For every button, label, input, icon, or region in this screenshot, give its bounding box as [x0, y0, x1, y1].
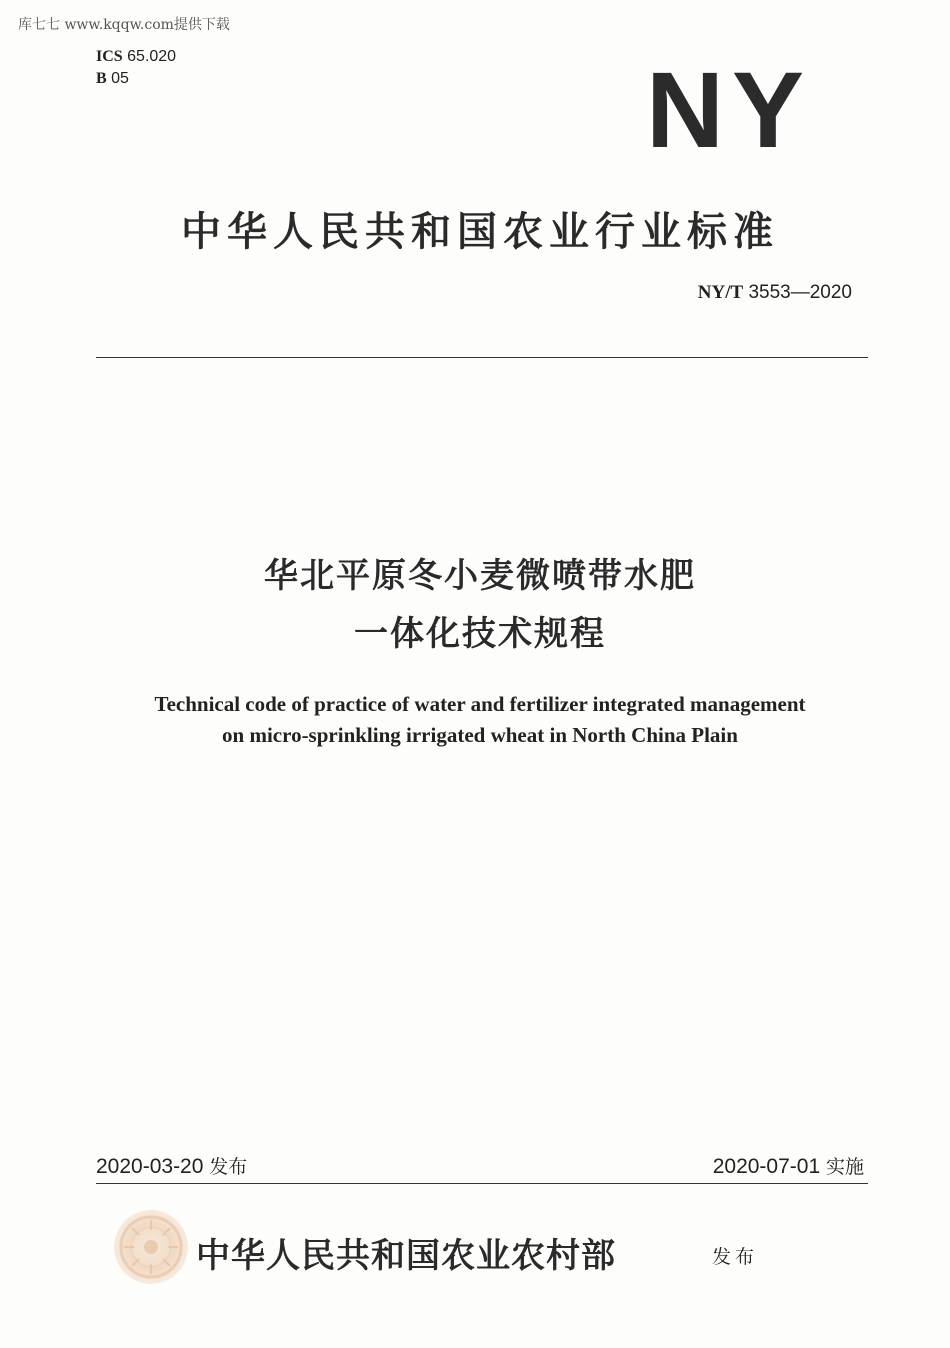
seal-emblem-icon: [114, 1210, 188, 1284]
chinese-title-line-2: 一体化技术规程: [354, 614, 606, 654]
issue-date: 2020-03-20: [96, 1155, 204, 1178]
issuing-ministry: 中华人民共和国农业农村部: [196, 1236, 616, 1276]
standard-category-title: 中华人民共和国农业行业标准: [181, 209, 779, 255]
ccs-code: [96, 70, 129, 88]
standard-number: [698, 282, 852, 304]
english-title-line-2: on micro-sprinkling irrigated wheat in North China Plain: [222, 723, 738, 747]
ccs-value: 05: [111, 70, 129, 87]
watermark-text: 库七七 www.kqqw.com提供下载: [18, 17, 230, 33]
ics-label: ICS: [96, 48, 123, 65]
chinese-title-line-1: 华北平原冬小麦微喷带水肥: [264, 556, 696, 596]
top-divider: [96, 357, 868, 358]
standard-number-value: 3553—2020: [748, 282, 852, 303]
implement-word: 实施: [825, 1156, 864, 1178]
ics-value: 65.020: [127, 48, 177, 65]
ny-logo: NY: [646, 49, 813, 170]
issue-date-block: [96, 1152, 247, 1179]
standard-code: NY/T: [697, 282, 744, 303]
ccs-label: B: [96, 70, 107, 87]
ministry-seal-icon: [114, 1210, 188, 1284]
bottom-divider: [96, 1183, 868, 1184]
ics-code: [96, 48, 176, 66]
issue-word: 发布: [209, 1156, 248, 1178]
implement-date: 2020-07-01: [712, 1155, 821, 1178]
publish-word: 发布: [712, 1246, 759, 1268]
implement-date-block: [713, 1152, 864, 1179]
english-title-line-1: Technical code of practice of water and fertilizer integrated management: [154, 692, 806, 716]
